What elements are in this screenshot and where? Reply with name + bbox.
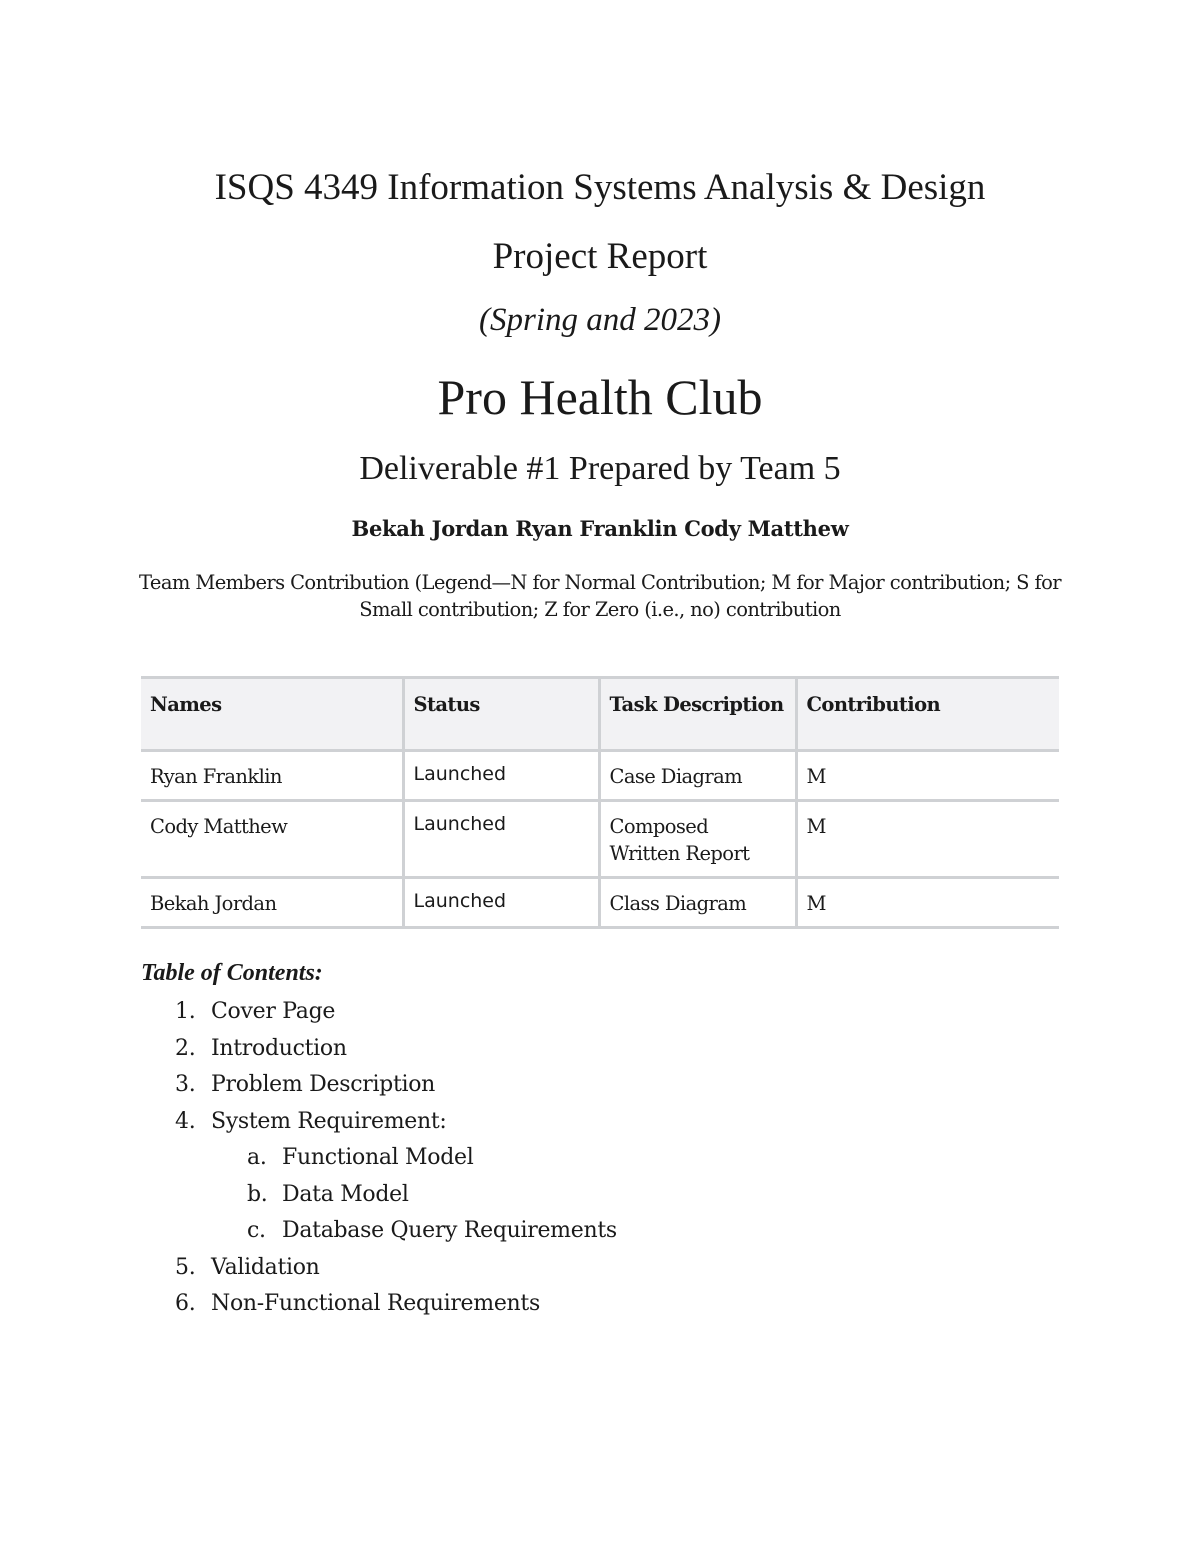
toc-item-label: Functional Model <box>282 1145 474 1170</box>
toc-item-number: a. <box>247 1145 267 1170</box>
column-header-status: Status <box>403 678 599 751</box>
toc-item-number: b. <box>247 1181 268 1207</box>
cell-name: Bekah Jordan <box>141 878 403 928</box>
toc-subitem <box>141 1140 617 1177</box>
cell-status: Launched <box>403 801 599 878</box>
cell-status: Launched <box>403 751 599 801</box>
toc-item-label: Database Query Requirements <box>282 1218 617 1243</box>
contribution-table <box>141 676 1059 929</box>
toc-item <box>141 1286 617 1323</box>
toc-item-label: System Requirement: <box>211 1108 447 1134</box>
toc-subitem <box>141 1213 617 1250</box>
toc-item-label: Problem Description <box>211 1072 436 1097</box>
cell-name: Ryan Franklin <box>141 751 403 801</box>
cell-contribution: M <box>796 878 1059 928</box>
cell-contribution: M <box>796 801 1059 878</box>
table-row <box>141 801 1059 878</box>
cell-task: Case Diagram <box>599 751 796 801</box>
cell-task: Composed Written Report <box>599 801 796 878</box>
toc-item-number: c. <box>247 1218 266 1243</box>
toc-item-label: Data Model <box>282 1181 409 1207</box>
toc-item-label: Cover Page <box>211 999 336 1024</box>
project-name: Pro Health Club <box>437 369 763 425</box>
cell-task: Class Diagram <box>599 878 796 928</box>
toc-item <box>141 1067 617 1104</box>
cell-contribution: M <box>796 751 1059 801</box>
toc-item <box>141 994 617 1031</box>
report-title: Project Report <box>492 236 708 277</box>
deliverable-title: Deliverable #1 Prepared by Team 5 <box>359 450 841 487</box>
toc-subitem <box>141 1177 617 1214</box>
toc-item-number: 4. <box>175 1108 196 1134</box>
toc-item <box>141 1250 617 1287</box>
term-label: (Spring and 2023) <box>479 302 721 338</box>
toc-item-number: 1. <box>175 999 196 1024</box>
table-of-contents <box>141 994 617 1323</box>
toc-item-label: Non-Functional Requirements <box>211 1291 540 1316</box>
toc-item-label: Introduction <box>211 1035 347 1061</box>
toc-heading: Table of Contents: <box>141 960 323 986</box>
column-header-task: Task Description <box>599 678 796 751</box>
table-header-row <box>141 678 1059 751</box>
cell-status: Launched <box>403 878 599 928</box>
column-header-contribution: Contribution <box>796 678 1059 751</box>
toc-item <box>141 1104 617 1141</box>
toc-item <box>141 1031 617 1068</box>
toc-item-number: 5. <box>175 1254 196 1280</box>
table-row <box>141 751 1059 801</box>
table-row <box>141 878 1059 928</box>
contribution-legend: Team Members Contribution (Legend—N for Normal Contribution; M for Major contribution; S for Small contribution; Z for Zero (i.e., no) contribution <box>139 571 1061 621</box>
team-members: Bekah Jordan Ryan Franklin Cody Matthew <box>351 516 849 541</box>
toc-item-number: 6. <box>175 1291 196 1316</box>
toc-item-number: 3. <box>175 1072 196 1097</box>
toc-item-label: Validation <box>211 1254 320 1280</box>
toc-item-number: 2. <box>175 1035 196 1061</box>
cell-name: Cody Matthew <box>141 801 403 878</box>
course-title: ISQS 4349 Information Systems Analysis & Design <box>214 167 986 208</box>
column-header-names: Names <box>141 678 403 751</box>
